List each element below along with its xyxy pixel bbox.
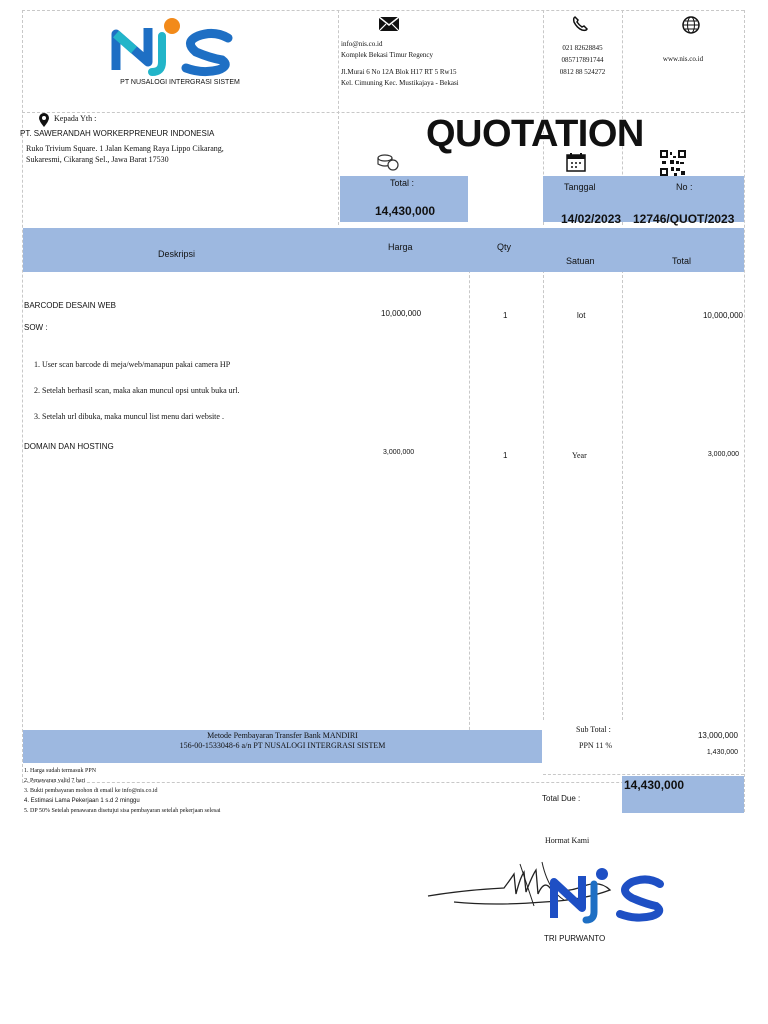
sow-item: 3. Setelah url dibuka, maka muncul list menu dari website . xyxy=(34,412,224,421)
item-harga: 10,000,000 xyxy=(381,309,422,318)
coins-icon xyxy=(376,152,400,177)
closing-greeting: Hormat Kami xyxy=(545,836,590,845)
table-header xyxy=(23,228,744,272)
phone-number: 0812 88 524272 xyxy=(559,68,606,76)
document-title: QUOTATION xyxy=(426,113,644,155)
item-title: BARCODE DESAIN WEB xyxy=(24,301,117,310)
header-harga: Harga xyxy=(388,242,413,252)
ppn-label: PPN 11 % xyxy=(579,741,613,750)
company-phones xyxy=(543,42,622,78)
payment-method xyxy=(23,731,542,751)
company-email[interactable]: info@nis.co.id xyxy=(341,40,383,48)
note-item: 3. Bukti pembayaran mohon di email ke info@nis.co.id xyxy=(24,788,158,794)
subtotal-label: Sub Total : xyxy=(576,725,611,734)
recipient-address xyxy=(26,143,224,165)
item-qty: 1 xyxy=(503,451,508,460)
item-total: 10,000,000 xyxy=(702,311,743,320)
calendar-icon xyxy=(566,152,586,177)
phone-number: 085717891744 xyxy=(561,56,604,64)
sow-item: 1. User scan barcode di meja/web/manapun pakai camera HP xyxy=(34,360,231,369)
sow-list xyxy=(34,352,240,430)
date-value: 14/02/2023 xyxy=(561,212,622,226)
divider xyxy=(469,230,470,750)
company-website[interactable]: www.nis.co.id xyxy=(662,55,704,63)
divider xyxy=(543,270,544,720)
recipient-label: Kepada Yth : xyxy=(54,114,97,123)
company-logo xyxy=(110,14,240,78)
company-contact xyxy=(341,39,541,89)
company-address: Jl.Murai 6 No 12A Blok H17 RT 5 Rw15 xyxy=(341,68,457,76)
company-name: PT NUSALOGI INTERGRASI SISTEM xyxy=(120,79,240,86)
company-address: Komplek Bekasi Timur Regency xyxy=(341,51,433,59)
signature-image xyxy=(424,850,674,930)
header-satuan: Satuan xyxy=(566,256,595,266)
globe-icon xyxy=(681,15,701,40)
total-due-label: Total Due : xyxy=(542,794,581,803)
total-value: 14,430,000 xyxy=(375,204,436,218)
note-item: 2. Penawaran valid 7 hari xyxy=(24,778,86,784)
item-satuan: lot xyxy=(577,311,586,320)
company-address: Kel. Cimuning Kec. Mustikajaya - Bekasi xyxy=(341,79,459,87)
date-label: Tanggal xyxy=(564,182,596,192)
recipient-name: PT. SAWERANDAH WORKERPRENEUR INDONESIA xyxy=(20,129,215,138)
payment-line: Metode Pembayaran Transfer Bank MANDIRI xyxy=(207,731,358,740)
signatory-name: TRI PURWANTO xyxy=(544,934,606,943)
header-qty: Qty xyxy=(497,242,512,252)
item-harga: 3,000,000 xyxy=(383,449,415,456)
total-label: Total : xyxy=(390,178,415,188)
divider xyxy=(543,774,744,775)
right-border xyxy=(744,10,745,812)
sow-item: 2. Setelah berhasil scan, maka akan muncul opsi untuk buka url. xyxy=(34,386,240,395)
recipient-address-line: Sukaresmi, Cikarang Sel., Jawa Barat 17530 xyxy=(26,155,169,164)
terms-notes xyxy=(24,766,221,816)
phone-icon xyxy=(571,15,589,38)
envelope-icon xyxy=(378,16,400,37)
sow-label: SOW : xyxy=(24,323,48,332)
item-satuan: Year xyxy=(572,451,587,460)
note-item: 5. DP 50% Setelah penawaran disetujui sisa pembayaran setelah pekerjaan selesai xyxy=(24,808,221,814)
total-due-value: 14,430,000 xyxy=(624,778,685,792)
quotation-number: 12746/QUOT/2023 xyxy=(633,212,735,226)
payment-line: 156-00-1533048-6 a/n PT NUSALOGI INTERGRASI SISTEM xyxy=(179,741,386,750)
recipient-address-line: Ruko Trivium Square. 1 Jalan Kemang Raya Lippo Cikarang, xyxy=(26,144,224,153)
header-total: Total xyxy=(672,256,692,266)
item-qty: 1 xyxy=(503,311,508,320)
divider xyxy=(622,270,623,720)
divider xyxy=(338,10,339,225)
top-border xyxy=(22,10,744,11)
ppn-value: 1,430,000 xyxy=(706,749,738,756)
item-total: 3,000,000 xyxy=(707,451,739,458)
note-item: 1. Harga sudah termasuk PPN xyxy=(24,768,97,774)
phone-number: 021 82628845 xyxy=(562,44,603,52)
header-deskripsi: Deskripsi xyxy=(158,249,196,259)
note-item: 4. Estimasi Lama Pekerjaan 1 s.d 2 minggu xyxy=(24,798,140,804)
left-border xyxy=(22,10,23,782)
subtotal-value: 13,000,000 xyxy=(697,731,738,740)
item-title: DOMAIN DAN HOSTING xyxy=(24,442,114,451)
no-label: No : xyxy=(676,182,693,192)
